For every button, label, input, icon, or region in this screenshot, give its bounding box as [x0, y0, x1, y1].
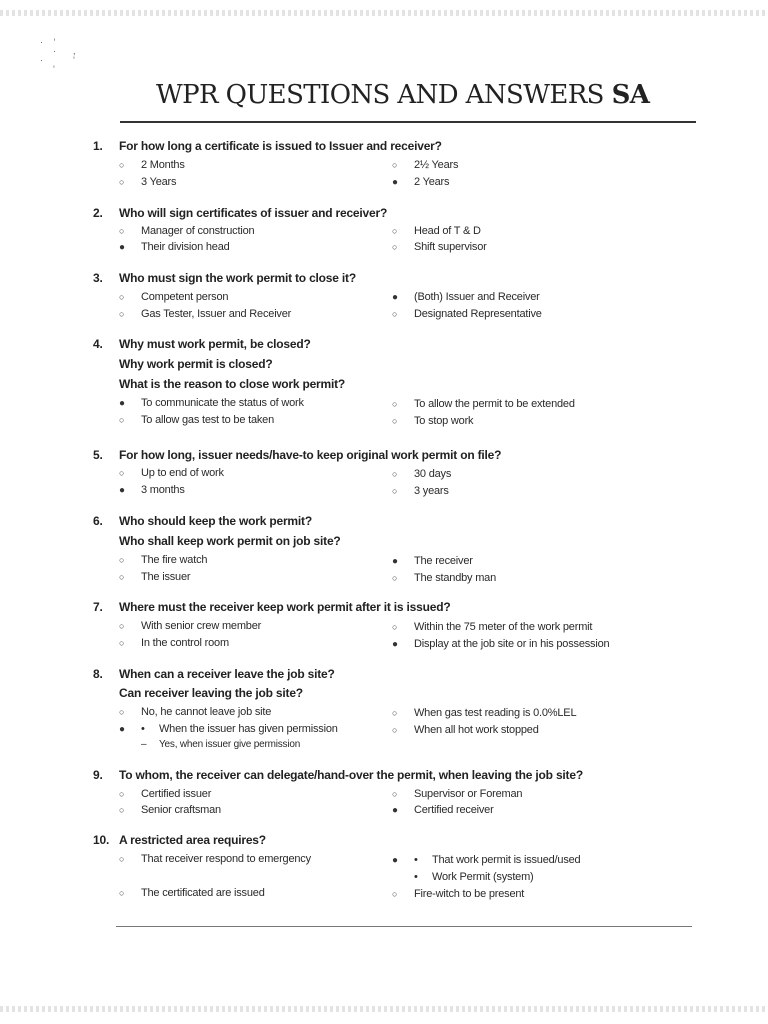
option-label: To stop work [414, 415, 474, 427]
radio-unselected-icon: ○ [119, 555, 125, 565]
option-label: 3 Years [141, 176, 177, 188]
option-selected[interactable] [392, 638, 609, 650]
question-number: 2. [93, 206, 103, 220]
radio-unselected-icon: ○ [392, 399, 398, 409]
bullet-line [141, 723, 338, 735]
radio-unselected-icon: ○ [119, 177, 125, 187]
option-label: Fire-witch to be present [414, 888, 525, 900]
question-number: 3. [93, 271, 103, 285]
option[interactable] [119, 159, 185, 171]
question-8 [93, 667, 335, 681]
option-label: Certified issuer [141, 788, 212, 800]
question-number: 5. [93, 448, 103, 462]
radio-unselected-icon: ○ [119, 160, 125, 170]
title-suffix: SA [611, 80, 650, 110]
option-label: 30 days [414, 468, 452, 480]
option-label: 2 Years [414, 176, 450, 188]
option[interactable] [392, 788, 522, 800]
question-9 [93, 768, 583, 782]
option[interactable] [119, 804, 221, 816]
scan-edge-bottom [0, 1006, 768, 1012]
radio-unselected-icon: ○ [392, 416, 398, 426]
option[interactable] [392, 485, 449, 497]
option[interactable] [392, 398, 575, 410]
option-label: Manager of construction [141, 225, 255, 237]
radio-unselected-icon: ○ [119, 789, 125, 799]
radio-unselected-icon: ○ [392, 622, 398, 632]
option-label: To communicate the status of work [141, 397, 304, 409]
option-label: No, he cannot leave job site [141, 706, 272, 718]
radio-unselected-icon: ○ [392, 486, 398, 496]
question-text: Where must the receiver keep work permit after it is issued? [119, 600, 451, 614]
page-title [156, 80, 649, 110]
alt-answer-line [141, 739, 300, 750]
bullet-line [414, 871, 534, 883]
option[interactable] [392, 308, 542, 320]
question-4 [93, 337, 311, 351]
bullet-line [414, 854, 580, 866]
radio-selected-icon: ● [392, 639, 398, 650]
scan-edge-top [0, 10, 768, 16]
question-2 [93, 206, 387, 220]
question-number: 10. [93, 833, 110, 847]
option-label: The receiver [414, 555, 473, 567]
question-text: For how long a certificate is issued to Issuer and receiver? [119, 139, 442, 153]
question-text: A restricted area requires? [119, 833, 266, 847]
sub-question: Who shall keep work permit on job site? [119, 534, 341, 548]
option[interactable] [119, 308, 291, 320]
option-label: Display at the job site or in his possession [414, 638, 610, 650]
option[interactable] [392, 621, 592, 633]
question-text: To whom, the receiver can delegate/hand-over the permit, when leaving the job site? [119, 768, 583, 782]
radio-unselected-icon: ○ [392, 226, 398, 236]
radio-selected-icon: ● [392, 556, 398, 567]
question-number: 8. [93, 667, 103, 681]
option-label: 3 months [141, 484, 185, 496]
question-number: 1. [93, 139, 103, 153]
option-label: In the control room [141, 637, 229, 649]
option[interactable] [119, 788, 211, 800]
option-label: With senior crew member [141, 620, 262, 632]
option[interactable] [119, 176, 176, 188]
radio-selected-icon: ● [392, 855, 398, 866]
scan-speckle: · ‘ · , · ‘ ‘ [40, 37, 80, 74]
radio-unselected-icon: ○ [392, 889, 398, 899]
radio-unselected-icon: ○ [392, 242, 398, 252]
radio-unselected-icon: ○ [119, 572, 125, 582]
radio-unselected-icon: ○ [392, 789, 398, 799]
radio-selected-icon: ● [119, 724, 125, 735]
option[interactable] [392, 225, 481, 237]
option[interactable] [119, 706, 271, 718]
sub-question: Why work permit is closed? [119, 357, 273, 371]
question-3 [93, 271, 356, 285]
option[interactable] [392, 468, 451, 480]
option-label: When the issuer has given permission [159, 723, 338, 735]
question-6 [93, 514, 312, 528]
bullet-icon: • [141, 723, 145, 735]
title-underline [120, 121, 696, 123]
question-text: For how long, issuer needs/have-to keep original work permit on file? [119, 448, 502, 462]
radio-selected-icon: ● [392, 805, 398, 816]
option-label: Certified receiver [414, 804, 494, 816]
option-label: Shift supervisor [414, 241, 487, 253]
question-text: Who must sign the work permit to close it? [119, 271, 356, 285]
option-selected[interactable] [119, 484, 185, 496]
option-label: Their division head [141, 241, 230, 253]
radio-unselected-icon: ○ [119, 292, 125, 302]
option[interactable] [119, 887, 265, 899]
question-7 [93, 600, 450, 614]
radio-unselected-icon: ○ [392, 160, 398, 170]
option[interactable] [392, 241, 487, 253]
option[interactable] [119, 637, 229, 649]
radio-unselected-icon: ○ [119, 415, 125, 425]
title-main: WPR QUESTIONS AND ANSWERS [156, 80, 604, 110]
radio-selected-icon: ● [392, 292, 398, 303]
radio-selected-icon: ● [119, 398, 125, 409]
option[interactable] [392, 724, 539, 736]
option[interactable] [119, 414, 274, 426]
question-number: 7. [93, 600, 103, 614]
radio-unselected-icon: ○ [119, 888, 125, 898]
option-selected[interactable] [119, 723, 338, 735]
dash-icon: – [141, 739, 147, 750]
bullet-icon: • [414, 871, 418, 883]
option-label: Competent person [141, 291, 229, 303]
option[interactable] [119, 554, 207, 566]
option-label: 2½ Years [414, 159, 459, 171]
option-label: The standby man [414, 572, 496, 584]
radio-unselected-icon: ○ [119, 621, 125, 631]
alt-answer-text: Yes, when issuer give permission [159, 739, 301, 750]
option-label: The certificated are issued [141, 887, 265, 899]
option[interactable] [119, 467, 224, 479]
radio-unselected-icon: ○ [119, 638, 125, 648]
radio-unselected-icon: ○ [119, 854, 125, 864]
option-label: Gas Tester, Issuer and Receiver [141, 308, 292, 320]
option-label: That work permit is issued/used [432, 854, 581, 866]
option-selected[interactable] [119, 241, 230, 253]
option-label: When all hot work stopped [414, 724, 539, 736]
option[interactable] [392, 159, 458, 171]
option-selected[interactable] [392, 176, 449, 188]
option[interactable] [119, 620, 261, 632]
option[interactable] [392, 415, 473, 427]
radio-selected-icon: ● [119, 242, 125, 253]
option-label: The fire watch [141, 554, 208, 566]
question-number: 9. [93, 768, 103, 782]
option-label: The issuer [141, 571, 191, 583]
option-label: That receiver respond to emergency [141, 853, 311, 865]
question-number: 6. [93, 514, 103, 528]
sub-question: What is the reason to close work permit? [119, 377, 346, 391]
radio-selected-icon: ● [392, 177, 398, 188]
radio-unselected-icon: ○ [392, 725, 398, 735]
option[interactable] [392, 707, 576, 719]
radio-unselected-icon: ○ [392, 469, 398, 479]
option-label: Designated Representative [414, 308, 542, 320]
radio-unselected-icon: ○ [392, 309, 398, 319]
option-selected[interactable] [392, 804, 494, 816]
option-selected[interactable] [392, 291, 540, 303]
option-label: Within the 75 meter of the work permit [414, 621, 593, 633]
option-label: To allow gas test to be taken [141, 414, 275, 426]
radio-unselected-icon: ○ [119, 805, 125, 815]
radio-unselected-icon: ○ [119, 226, 125, 236]
radio-unselected-icon: ○ [119, 468, 125, 478]
option-label: Up to end of work [141, 467, 224, 479]
question-text: When can a receiver leave the job site? [119, 667, 335, 681]
option[interactable] [119, 291, 228, 303]
question-text: Who will sign certificates of issuer and receiver? [119, 206, 388, 220]
question-1 [93, 139, 442, 153]
option[interactable] [119, 853, 311, 865]
option-selected[interactable] [119, 397, 304, 409]
question-text: Who should keep the work permit? [119, 514, 312, 528]
bullet-text: Work Permit (system) [432, 871, 534, 883]
option-label: Senior craftsman [141, 804, 221, 816]
footer-rule [116, 926, 692, 927]
option-label: Head of T & D [414, 225, 481, 237]
bullet-icon: • [414, 854, 418, 866]
sub-question: Can receiver leaving the job site? [119, 686, 303, 700]
question-5 [93, 448, 501, 462]
option-label: (Both) Issuer and Receiver [414, 291, 540, 303]
option-label: 3 years [414, 485, 449, 497]
option-label: To allow the permit to be extended [414, 398, 575, 410]
question-10 [93, 833, 266, 847]
radio-unselected-icon: ○ [392, 708, 398, 718]
radio-unselected-icon: ○ [392, 573, 398, 583]
radio-unselected-icon: ○ [119, 707, 125, 717]
radio-unselected-icon: ○ [119, 309, 125, 319]
question-number: 4. [93, 337, 103, 351]
option[interactable] [392, 572, 496, 584]
radio-selected-icon: ● [119, 485, 125, 496]
option-label: Supervisor or Foreman [414, 788, 523, 800]
option[interactable] [119, 571, 190, 583]
option-label: When gas test reading is 0.0%LEL [414, 707, 577, 719]
option[interactable] [392, 888, 524, 900]
option[interactable] [119, 225, 254, 237]
question-text: Why must work permit, be closed? [119, 337, 311, 351]
option-label: 2 Months [141, 159, 185, 171]
option-selected[interactable] [392, 555, 473, 567]
option-selected[interactable] [392, 854, 580, 866]
